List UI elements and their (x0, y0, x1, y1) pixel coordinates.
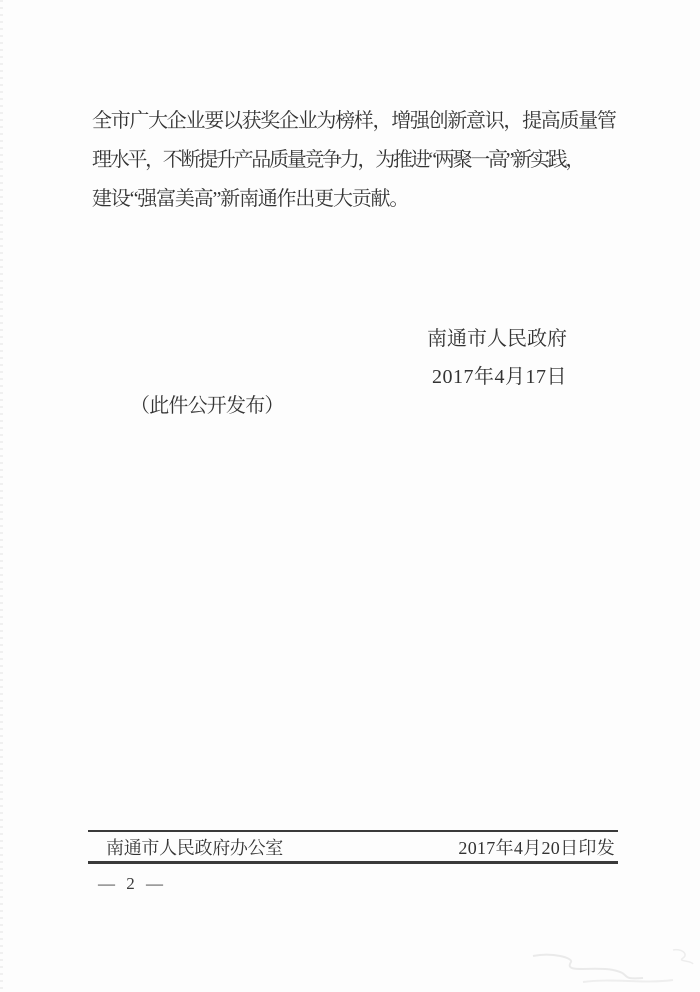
signature-issuer: 南通市人民政府 (427, 328, 567, 350)
body-paragraph-line-1: 全市广大企业要以获奖企业为榜样，增强创新意识，提高质量管 (92, 110, 616, 132)
faint-watermark-smudge (523, 944, 698, 990)
page-number: — 2 — (98, 874, 164, 893)
signature-date: 2017年4月17日 (432, 366, 567, 388)
body-paragraph-line-3: 建设“强富美高”新南通作出更大贡献。 (92, 188, 409, 210)
body-paragraph-line-2: 理水平，不断提升产品质量竞争力，为推进“两聚一高”新实践， (92, 149, 584, 171)
footer-print-date: 2017年4月20日印发 (458, 837, 615, 858)
footer-colophon (88, 830, 618, 864)
footer-issuing-office: 南通市人民政府办公室 (106, 837, 283, 858)
public-release-note: （此件公开发布） (130, 395, 284, 417)
